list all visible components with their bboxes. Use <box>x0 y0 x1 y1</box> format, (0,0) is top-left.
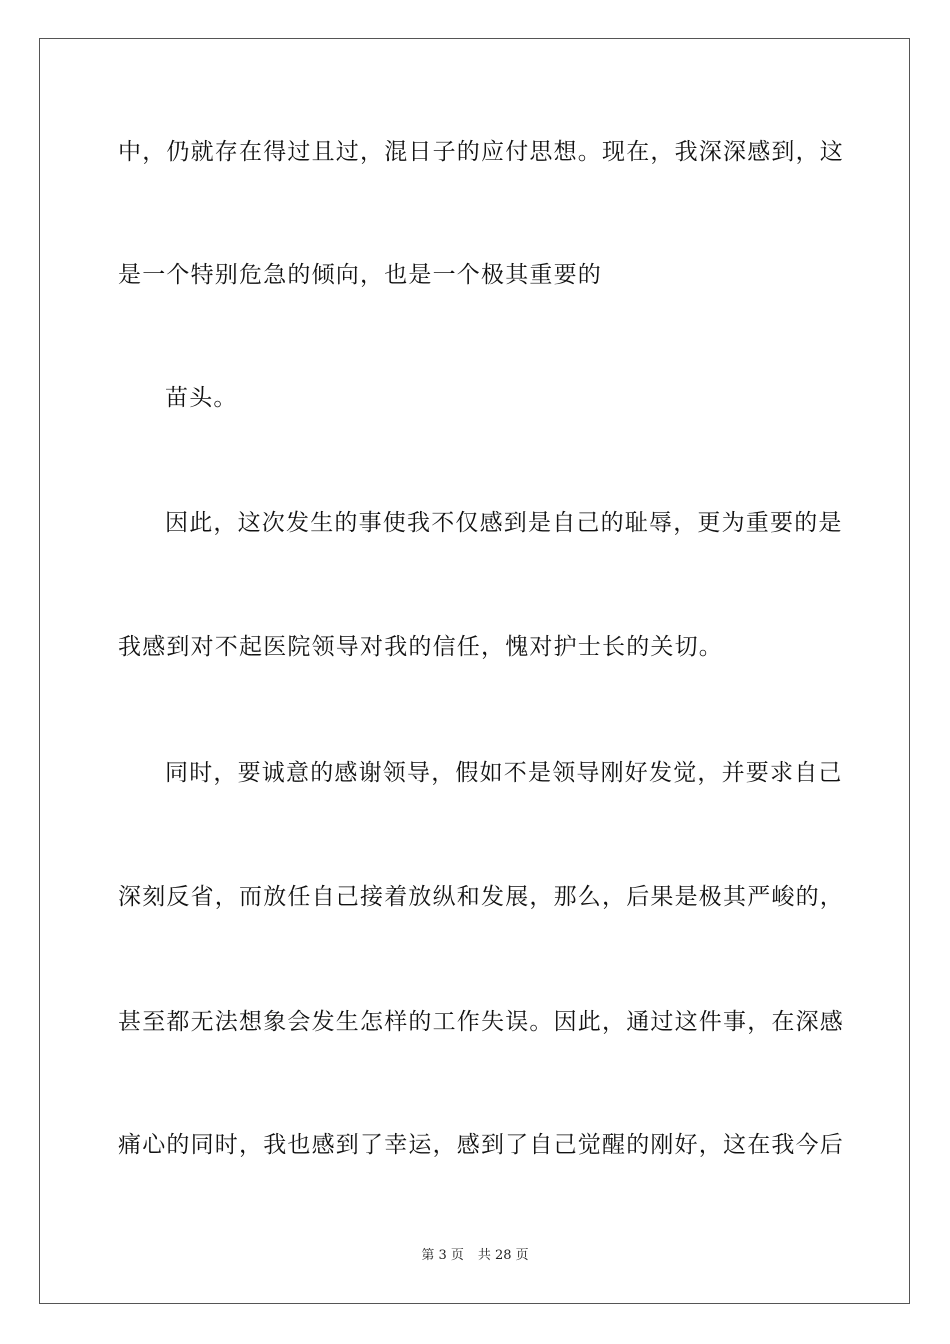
text-line: 深刻反省，而放任自己接着放纵和发展，那么，后果是极其严峻的， <box>118 884 844 910</box>
total-pages: 共 28 页 <box>477 1248 529 1263</box>
text-line: 中，仍就存在得过且过，混日子的应付思想。现在，我深深感到，这 <box>118 139 844 165</box>
text-line: 苗头。 <box>165 385 238 411</box>
page-footer <box>0 1247 950 1265</box>
text-line: 同时，要诚意的感谢领导，假如不是领导刚好发觉，并要求自己 <box>165 760 843 786</box>
text-line: 甚至都无法想象会发生怎样的工作失误。因此，通过这件事，在深感 <box>118 1009 844 1035</box>
page-border <box>39 38 910 1304</box>
text-line: 是一个特别危急的倾向，也是一个极其重要的 <box>118 262 602 288</box>
text-line: 因此，这次发生的事使我不仅感到是自己的耻辱，更为重要的是 <box>165 510 843 536</box>
text-line: 我感到对不起医院领导对我的信任，愧对护士长的关切。 <box>118 634 723 660</box>
text-line: 痛心的同时，我也感到了幸运，感到了自己觉醒的刚好，这在我今后 <box>118 1132 844 1158</box>
page-number: 第 3 页 <box>421 1248 464 1263</box>
